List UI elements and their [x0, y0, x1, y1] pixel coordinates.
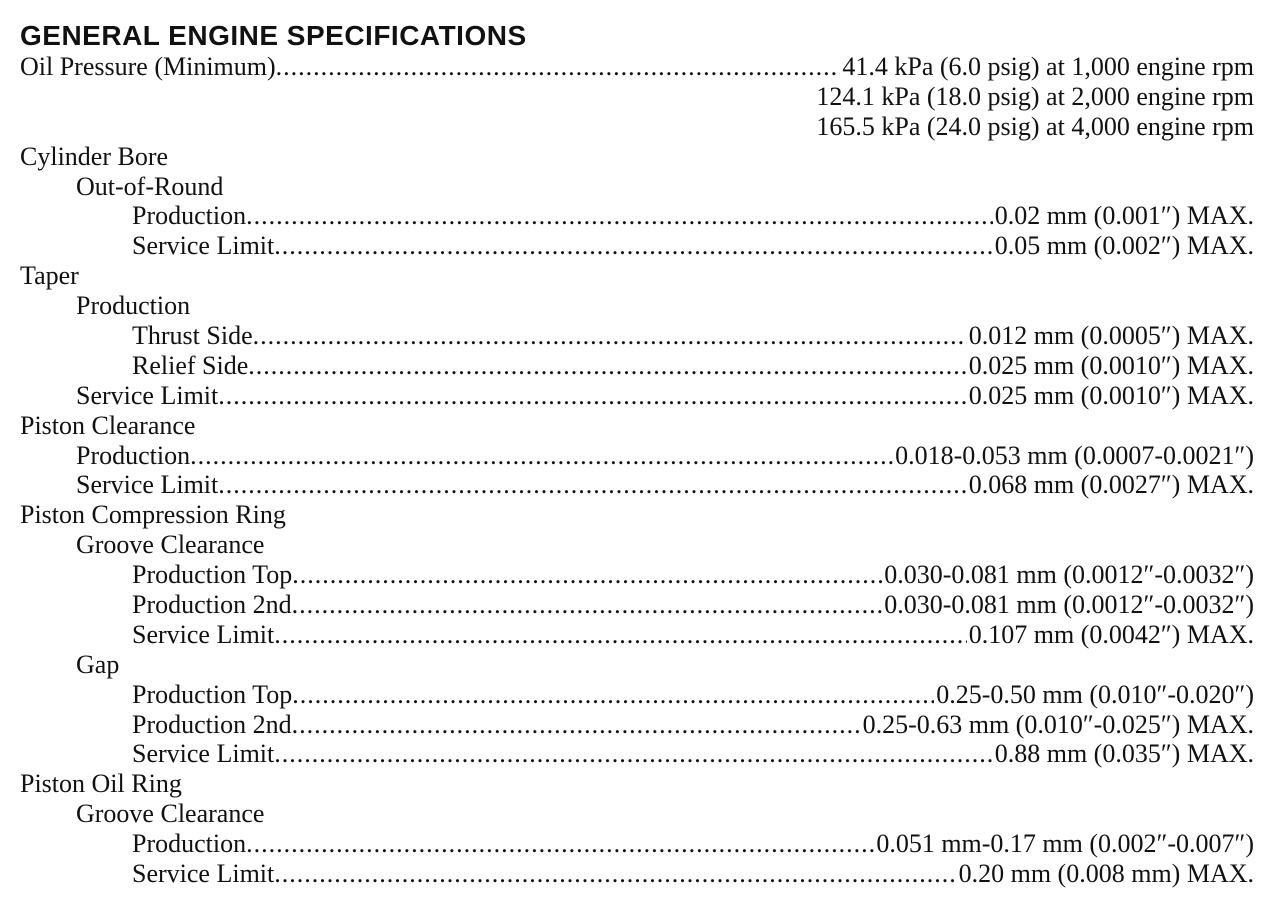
spec-label: Production — [76, 440, 191, 470]
spec-heading — [20, 530, 1254, 560]
spec-heading — [20, 291, 1254, 321]
spec-label: Production Top — [132, 679, 293, 709]
spec-label: Groove Clearance — [76, 530, 265, 560]
dot-leader — [276, 52, 841, 82]
dot-leader — [274, 739, 992, 769]
spec-value: 0.051 mm-0.17 mm (0.002″-0.007″) — [876, 829, 1254, 859]
spec-row — [20, 441, 1254, 471]
spec-value: 0.25-0.50 mm (0.010″-0.020″) — [936, 679, 1254, 709]
dot-leader — [292, 590, 883, 620]
spec-label: Thrust Side — [132, 321, 253, 351]
spec-label: Taper — [20, 261, 79, 291]
spec-row — [20, 351, 1254, 381]
spec-heading — [20, 261, 1254, 291]
dot-leader — [292, 560, 882, 590]
spec-label: Relief Side — [132, 350, 249, 380]
spec-label: Production Top — [132, 560, 293, 590]
spec-value: 124.1 kPa (18.0 psig) at 2,000 engine rpm — [816, 81, 1254, 111]
spec-value: 0.025 mm (0.0010″) MAX. — [968, 350, 1254, 380]
spec-value: 0.018-0.053 mm (0.0007-0.0021″) — [895, 440, 1254, 470]
spec-label: Service Limit — [132, 231, 275, 261]
spec-row — [20, 739, 1254, 769]
spec-label: Production 2nd — [132, 590, 292, 620]
dot-leader — [253, 321, 967, 351]
spec-heading — [20, 142, 1254, 172]
spec-value: 165.5 kPa (24.0 psig) at 4,000 engine rpm — [816, 111, 1254, 141]
spec-value: 41.4 kPa (6.0 psig) at 1,000 engine rpm — [842, 52, 1254, 81]
dot-leader — [246, 201, 993, 231]
spec-label: Production — [76, 291, 191, 321]
dot-leader — [292, 680, 934, 710]
spec-label: Gap — [76, 649, 120, 679]
dot-leader — [218, 470, 966, 500]
spec-row — [20, 710, 1254, 740]
spec-label: Production — [132, 829, 247, 859]
spec-list — [20, 52, 1254, 889]
spec-row — [20, 470, 1254, 500]
page-title: GENERAL ENGINE SPECIFICATIONS — [20, 20, 527, 51]
spec-value: 0.20 mm (0.008 mm) MAX. — [958, 859, 1254, 889]
spec-row-continuation — [20, 112, 1254, 142]
spec-row — [20, 620, 1254, 650]
spec-row — [20, 859, 1254, 889]
spec-label: Cylinder Bore — [20, 141, 169, 171]
dot-leader — [292, 710, 861, 740]
dot-leader — [190, 441, 893, 471]
spec-row — [20, 52, 1254, 82]
spec-label: Service Limit — [132, 859, 275, 889]
spec-row — [20, 201, 1254, 231]
spec-value: 0.25-0.63 mm (0.010″-0.025″) MAX. — [862, 709, 1254, 739]
spec-row — [20, 321, 1254, 351]
spec-heading — [20, 172, 1254, 202]
dot-leader — [246, 829, 874, 859]
spec-label: Service Limit — [76, 380, 219, 410]
dot-leader — [274, 231, 992, 261]
spec-value: 0.030-0.081 mm (0.0012″-0.0032″) — [884, 590, 1254, 620]
spec-heading — [20, 500, 1254, 530]
spec-heading — [20, 799, 1254, 829]
spec-value: 0.030-0.081 mm (0.0012″-0.0032″) — [884, 560, 1254, 590]
spec-label: Piston Oil Ring — [20, 769, 182, 799]
spec-value: 0.012 mm (0.0005″) MAX. — [968, 321, 1254, 351]
spec-value: 0.88 mm (0.035″) MAX. — [994, 739, 1254, 769]
dot-leader — [274, 859, 956, 889]
spec-label: Service Limit — [132, 619, 275, 649]
spec-heading — [20, 769, 1254, 799]
spec-label: Service Limit — [76, 470, 219, 500]
spec-row — [20, 560, 1254, 590]
spec-row — [20, 590, 1254, 620]
spec-value: 0.02 mm (0.001″) MAX. — [994, 201, 1254, 231]
spec-label: Production 2nd — [132, 709, 292, 739]
dot-leader — [274, 620, 966, 650]
spec-label: Oil Pressure (Minimum) — [20, 52, 276, 81]
spec-label: Piston Clearance — [20, 410, 196, 440]
spec-value: 0.068 mm (0.0027″) MAX. — [968, 470, 1254, 500]
spec-label: Service Limit — [132, 739, 275, 769]
spec-heading — [20, 411, 1254, 441]
spec-sheet — [20, 20, 1254, 889]
dot-leader — [218, 381, 966, 411]
spec-heading — [20, 650, 1254, 680]
spec-row — [20, 829, 1254, 859]
spec-row — [20, 231, 1254, 261]
spec-value: 0.025 mm (0.0010″) MAX. — [968, 380, 1254, 410]
spec-row-continuation — [20, 82, 1254, 112]
spec-value: 0.05 mm (0.002″) MAX. — [994, 231, 1254, 261]
spec-label: Out-of-Round — [76, 171, 224, 201]
spec-label: Piston Compression Ring — [20, 500, 286, 530]
spec-label: Production — [132, 201, 247, 231]
spec-value: 0.107 mm (0.0042″) MAX. — [968, 619, 1254, 649]
spec-label: Groove Clearance — [76, 799, 265, 829]
spec-row — [20, 680, 1254, 710]
dot-leader — [248, 351, 966, 381]
spec-row — [20, 381, 1254, 411]
